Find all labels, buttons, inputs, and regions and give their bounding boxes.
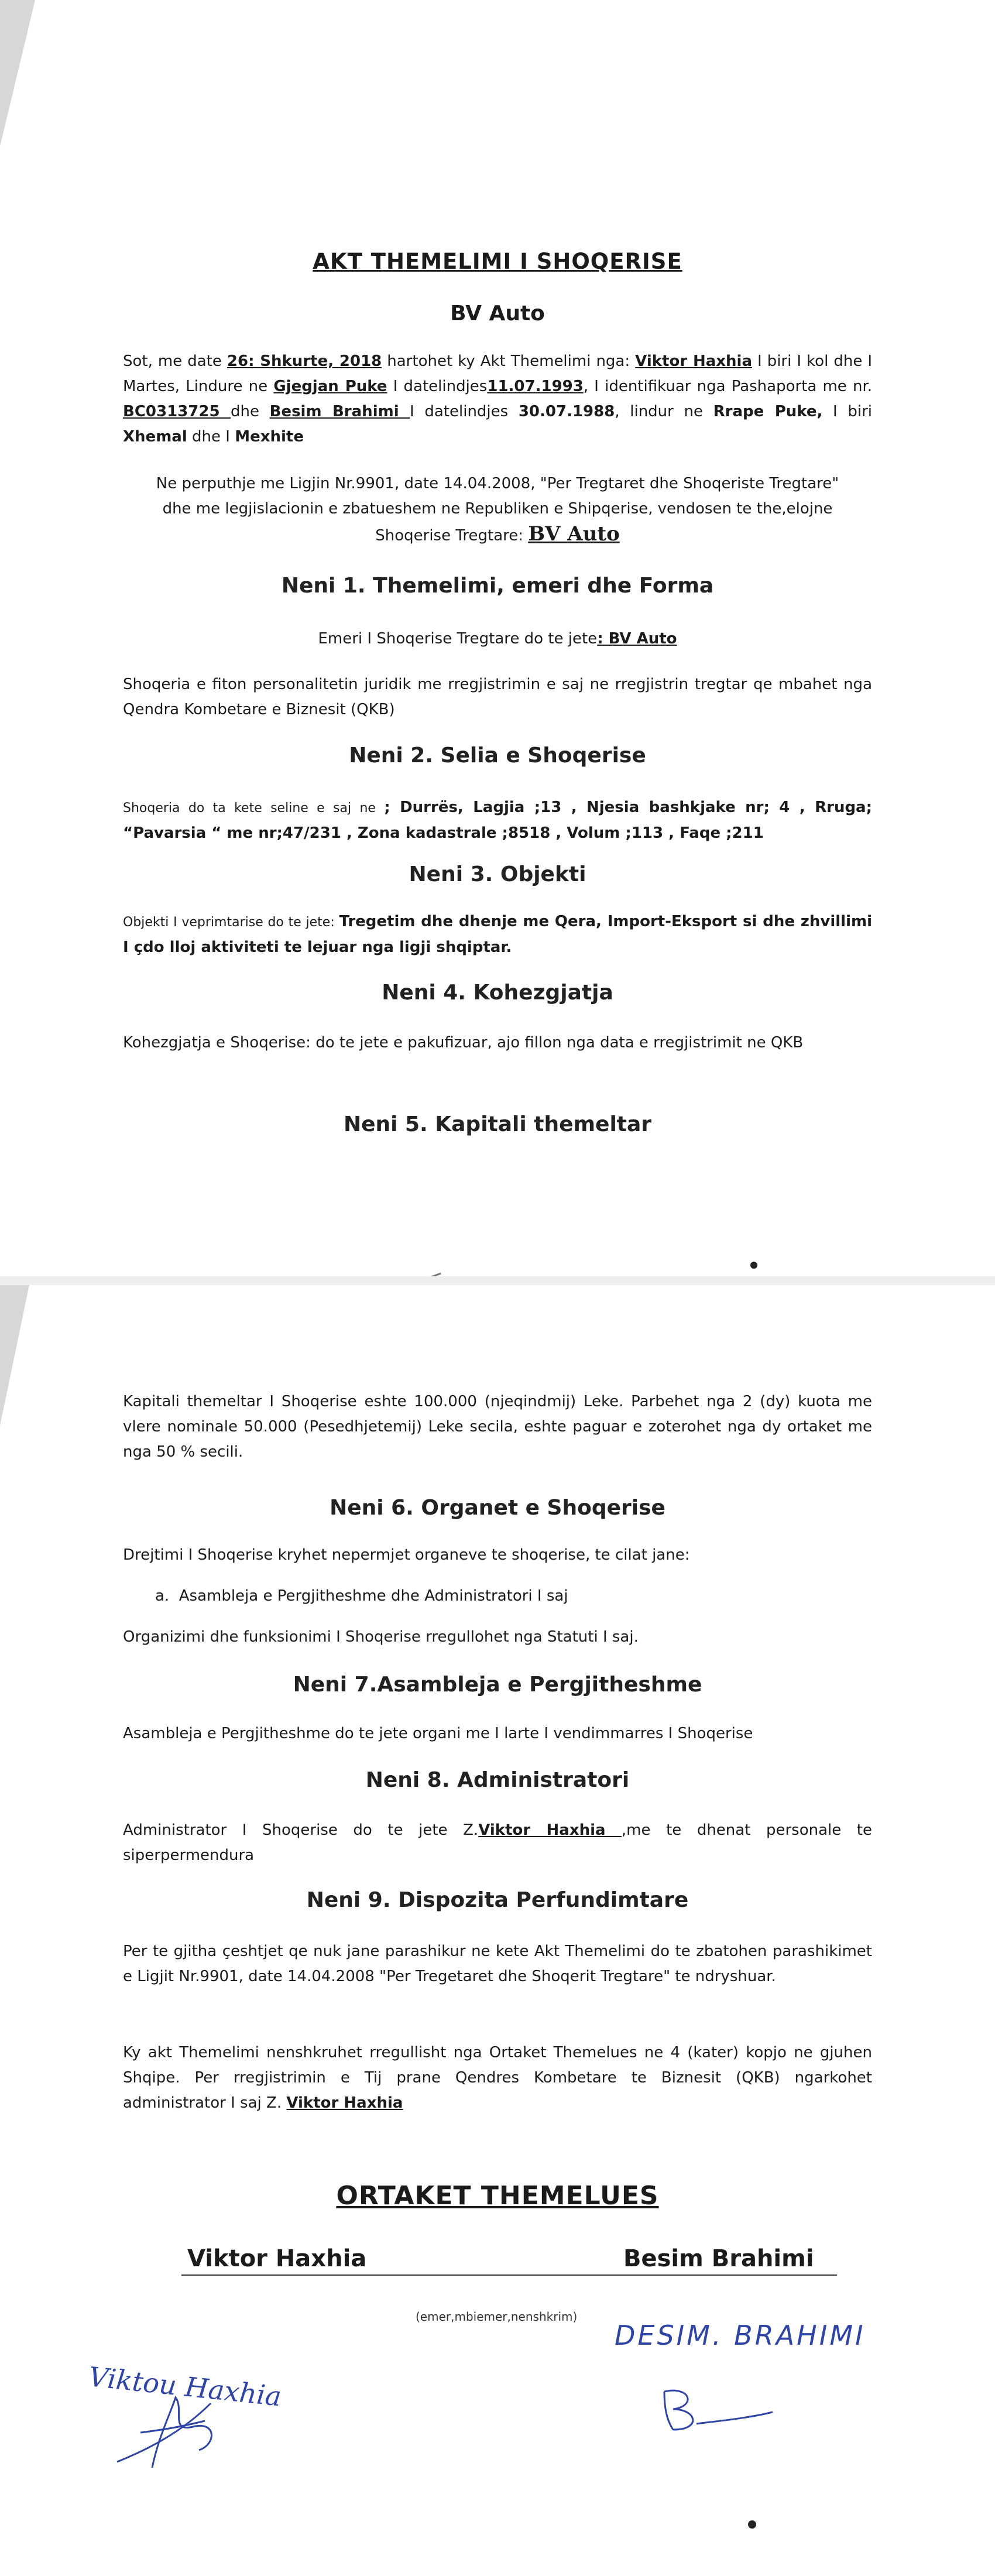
- intro-text: Sot, me date: [123, 352, 227, 370]
- neni8-text: [123, 1818, 872, 1868]
- handwritten-name-right: DESIM. BRAHIMI: [615, 2320, 866, 2351]
- founder1-birthplace: Gjegjan Puke: [273, 378, 387, 395]
- administrator-name: Viktor Haxhia: [478, 1821, 622, 1839]
- neni7-text: Asambleja e Pergjitheshme do te jete organi me I larte I vendimmarres I Shoqerise: [123, 1725, 753, 1742]
- neni6-heading: Neni 6. Organet e Shoqerise: [330, 1496, 665, 1520]
- intro-text: dhe I: [187, 428, 235, 446]
- list-item-text: Asambleja e Pergjitheshme dhe Administratori I saj: [179, 1587, 568, 1605]
- neni1-heading: Neni 1. Themelimi, emeri dhe Forma: [281, 574, 714, 598]
- neni1-text: Shoqeria e fiton personalitetin juridik me rregjistrimin e saj ne rregjistrin tregtar qe mbahet nga Qendra Kombetare e Biznesit (QKB): [123, 676, 872, 718]
- passport-number: BC0313725: [123, 403, 231, 420]
- neni9-text1: Per te gjitha çeshtjet qe nuk jane parashikur ne kete Akt Themelimi do te zbatohen parashikimet e Ligjit Nr.9901, date 14.04.2008 "Per Tregetaret dhe Shoqerit Tregtare" te ndryshuar.: [123, 1943, 872, 1985]
- founder2-father: Xhemal: [123, 428, 187, 446]
- law-line-prefix: Shoqerise Tregtare:: [375, 527, 529, 544]
- founder2-birthdate: 30.07.1988: [518, 403, 615, 420]
- intro-text: , I identifikuar nga Pashaporta me nr.: [583, 378, 873, 395]
- neni6-text: Drejtimi I Shoqerise kryhet nepermjet organeve te shoqerise, te cilat jane:: [123, 1546, 690, 1564]
- list-marker: a.: [155, 1587, 170, 1605]
- page-fold-corner: [0, 1285, 29, 1426]
- law-line: dhe me legjislacionin e zbatueshem ne Republiken e Shipqerise, vendosen te the,elojne: [162, 500, 833, 518]
- company-object: Tregetim dhe dhenje me Qera, Import-Eksport si dhe zhvillimi I çdo lloj aktiviteti te lejuar nga ligji shqiptar.: [123, 913, 872, 956]
- signature-right-image: [609, 2304, 913, 2456]
- neni9-text2-prefix: Ky akt Themelimi nenshkruhet rregullisht nga Ortaket Themelues ne 4 (kater) kopjo ne gjuhen Shqipe. Per rregjistrimin e Tij prane Qendres Kombetare te Biznesit (QKB) ngarkohet administrator I saj Z.: [123, 2044, 872, 2112]
- neni2-text: [123, 795, 872, 846]
- founder2-name: Besim Brahimi: [269, 403, 410, 420]
- founders-title: ORTAKET THEMELUES: [336, 2181, 659, 2211]
- neni1-name-prefix: Emeri I Shoqerise Tregtare do te jete: [318, 630, 598, 648]
- neni2-heading: Neni 2. Selia e Shoqerise: [349, 744, 646, 768]
- founders-underline: [181, 2274, 837, 2276]
- founder1-name: Viktor Haxhia: [635, 352, 752, 370]
- intro-text: , lindur ne: [615, 403, 713, 420]
- law-line: [123, 522, 872, 549]
- intro-text: I datelindjes: [387, 378, 488, 395]
- neni1-name-value: : BV Auto: [597, 630, 677, 648]
- law-reference: [123, 471, 872, 549]
- document-page-1: [0, 0, 995, 1276]
- intro-date: 26: Shkurte, 2018: [227, 352, 382, 370]
- scan-speck: [426, 1273, 441, 1276]
- neni6-list-item: [155, 1584, 568, 1609]
- intro-text: I biri I kol dhe I Martes, Lindure ne: [123, 352, 873, 395]
- founder2-birthplace: Rrape Puke,: [713, 403, 823, 420]
- document-title: AKT THEMELIMI I SHOQERISE: [313, 249, 682, 274]
- neni4-heading: Neni 4. Kohezgjatja: [382, 981, 613, 1005]
- founder1-birthdate: 11.07.1993: [487, 378, 584, 395]
- intro-text: I biri: [822, 403, 872, 420]
- neni6-text2: Organizimi dhe funksionimi I Shoqerise rregullohet nga Statuti I saj.: [123, 1628, 639, 1646]
- company-name-heading: BV Auto: [450, 302, 545, 326]
- law-company-name: BV Auto: [528, 522, 620, 546]
- capital-text: Kapitali themeltar I Shoqerise eshte 100.000 (njeqindmij) Leke. Parbehet nga 2 (dy) kuota me vlere nominale 50.000 (Pesedhjetemij) Leke secila, eshte paguar e zoterohet nga dy ortaket me nga 50 % secili.: [123, 1393, 872, 1461]
- scan-dot: [750, 1262, 757, 1269]
- neni5-heading: Neni 5. Kapitali themeltar: [343, 1112, 652, 1136]
- intro-text: I datelindjes: [410, 403, 519, 420]
- neni8-heading: Neni 8. Administratori: [365, 1768, 630, 1792]
- intro-text: dhe: [230, 403, 270, 420]
- signature-caption: (emer,mbiemer,nenshkrim): [416, 2310, 578, 2324]
- neni2-prefix: Shoqeria do ta kete seline e saj ne: [123, 801, 385, 816]
- law-line: Ne perputhje me Ligjin Nr.9901, date 14.04.2008, "Per Tregtaret dhe Shoqeriste Tregtare": [156, 475, 839, 492]
- neni3-prefix: Objekti I veprimtarise do te jete:: [123, 915, 339, 930]
- neni9-heading: Neni 9. Dispozita Perfundimtare: [306, 1888, 689, 1912]
- neni1-company-name-line: [123, 626, 872, 652]
- neni8-suffix: ,me te dhenat personale te siperpermendura: [123, 1821, 872, 1864]
- neni3-text: [123, 909, 872, 960]
- signature-left-image: [82, 2333, 316, 2485]
- neni8-prefix: Administrator I Shoqerise do te jete Z.: [123, 1821, 479, 1839]
- handwritten-name-left: Viktou Haxhia: [87, 2361, 283, 2413]
- document-page-2: [0, 1285, 995, 2576]
- scan-dot: [748, 2520, 756, 2529]
- neni3-heading: Neni 3. Objekti: [409, 862, 586, 886]
- founder-left-name: Viktor Haxhia: [187, 2245, 367, 2272]
- founder-right-name: Besim Brahimi: [623, 2245, 814, 2272]
- neni7-heading: Neni 7.Asambleja e Pergjitheshme: [293, 1673, 702, 1697]
- intro-paragraph: [123, 349, 872, 450]
- neni9-text2: [123, 2040, 872, 2116]
- founder2-mother: Mexhite: [235, 428, 304, 446]
- neni4-text: Kohezgjatja e Shoqerise: do te jete e pakufizuar, ajo fillon nga data e rregjistrimit ne QKB: [123, 1034, 804, 1051]
- intro-text: hartohet ky Akt Themelimi nga:: [382, 352, 636, 370]
- neni9-administrator-name: Viktor Haxhia: [286, 2094, 403, 2112]
- company-address: ; Durrës, Lagjia ;13 , Njesia bashkjake nr; 4 , Rruga; “Pavarsia “ me nr;47/231 , Zona kadastrale ;8518 , Volum ;113 , Faqe ;211: [123, 799, 873, 842]
- page-fold-corner: [0, 0, 35, 146]
